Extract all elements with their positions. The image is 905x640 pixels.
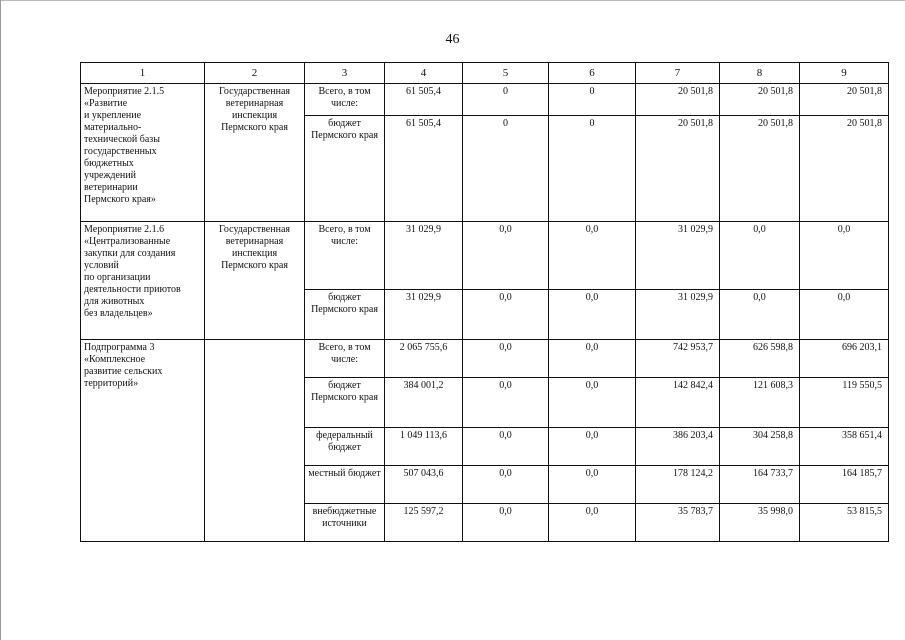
value-cell-8: 0,0 bbox=[720, 222, 800, 290]
value-cell-8: 121 608,3 bbox=[720, 378, 800, 428]
value-cell-7: 20 501,8 bbox=[636, 116, 720, 222]
scan-edge-top bbox=[0, 0, 905, 2]
executor-cell: Государственная ветеринарная инспекция Пермского края bbox=[205, 222, 305, 340]
activity-name-cell: Мероприятие 2.1.6 «Централизованные закупки для создания условий по организации деятельности приютов для животных без владельцев» bbox=[81, 222, 205, 340]
table-row bbox=[81, 340, 889, 378]
value-cell-8: 0,0 bbox=[720, 290, 800, 340]
table-row bbox=[81, 222, 889, 290]
header-cell: 7 bbox=[636, 63, 720, 84]
value-cell-6: 0,0 bbox=[549, 466, 636, 504]
value-cell-5: 0 bbox=[463, 84, 549, 116]
header-row bbox=[81, 63, 889, 84]
value-cell-6: 0,0 bbox=[549, 340, 636, 378]
value-cell-9: 696 203,1 bbox=[800, 340, 889, 378]
value-cell-6: 0 bbox=[549, 116, 636, 222]
header-cell: 4 bbox=[385, 63, 463, 84]
value-cell-9: 20 501,8 bbox=[800, 84, 889, 116]
value-cell-6: 0,0 bbox=[549, 504, 636, 542]
table-row bbox=[81, 84, 889, 116]
value-cell-5: 0,0 bbox=[463, 504, 549, 542]
value-cell-4: 507 043,6 bbox=[385, 466, 463, 504]
value-cell-5: 0,0 bbox=[463, 290, 549, 340]
value-cell-8: 626 598,8 bbox=[720, 340, 800, 378]
activity-name-cell: Подпрограмма 3 «Комплексное развитие сельских территорий» bbox=[81, 340, 205, 542]
value-cell-7: 35 783,7 bbox=[636, 504, 720, 542]
value-cell-5: 0,0 bbox=[463, 428, 549, 466]
value-cell-9: 53 815,5 bbox=[800, 504, 889, 542]
value-cell-9: 0,0 bbox=[800, 290, 889, 340]
value-cell-4: 2 065 755,6 bbox=[385, 340, 463, 378]
header-cell: 1 bbox=[81, 63, 205, 84]
header-cell: 8 bbox=[720, 63, 800, 84]
value-cell-4: 384 001,2 bbox=[385, 378, 463, 428]
value-cell-9: 119 550,5 bbox=[800, 378, 889, 428]
header-cell: 6 bbox=[549, 63, 636, 84]
funding-source-cell: федеральный бюджет bbox=[305, 428, 385, 466]
funding-source-cell: бюджет Пермского края bbox=[305, 290, 385, 340]
activity-name-cell: Мероприятие 2.1.5 «Развитие и укрепление материально- технической базы государственных бюджетных учреждений ветеринарии Пермского края» bbox=[81, 84, 205, 222]
funding-source-cell: внебюджетные источники bbox=[305, 504, 385, 542]
value-cell-8: 164 733,7 bbox=[720, 466, 800, 504]
value-cell-6: 0,0 bbox=[549, 222, 636, 290]
value-cell-4: 31 029,9 bbox=[385, 222, 463, 290]
value-cell-6: 0 bbox=[549, 84, 636, 116]
value-cell-7: 386 203,4 bbox=[636, 428, 720, 466]
executor-cell bbox=[205, 340, 305, 542]
page-number: 46 bbox=[445, 32, 460, 47]
budget-table bbox=[80, 62, 889, 542]
value-cell-8: 20 501,8 bbox=[720, 116, 800, 222]
value-cell-5: 0 bbox=[463, 116, 549, 222]
value-cell-7: 20 501,8 bbox=[636, 84, 720, 116]
funding-source-cell: Всего, в том числе: bbox=[305, 84, 385, 116]
value-cell-6: 0,0 bbox=[549, 290, 636, 340]
executor-cell: Государственная ветеринарная инспекция Пермского края bbox=[205, 84, 305, 222]
value-cell-7: 142 842,4 bbox=[636, 378, 720, 428]
value-cell-7: 31 029,9 bbox=[636, 222, 720, 290]
header-cell: 5 bbox=[463, 63, 549, 84]
value-cell-6: 0,0 bbox=[549, 378, 636, 428]
header-cell: 9 bbox=[800, 63, 889, 84]
value-cell-4: 61 505,4 bbox=[385, 116, 463, 222]
value-cell-9: 0,0 bbox=[800, 222, 889, 290]
value-cell-4: 125 597,2 bbox=[385, 504, 463, 542]
scan-edge-left bbox=[0, 0, 2, 640]
funding-source-cell: Всего, в том числе: bbox=[305, 340, 385, 378]
funding-source-cell: местный бюджет bbox=[305, 466, 385, 504]
value-cell-8: 35 998,0 bbox=[720, 504, 800, 542]
value-cell-5: 0,0 bbox=[463, 340, 549, 378]
value-cell-9: 164 185,7 bbox=[800, 466, 889, 504]
value-cell-5: 0,0 bbox=[463, 378, 549, 428]
value-cell-7: 742 953,7 bbox=[636, 340, 720, 378]
value-cell-4: 31 029,9 bbox=[385, 290, 463, 340]
funding-source-cell: Всего, в том числе: bbox=[305, 222, 385, 290]
value-cell-4: 1 049 113,6 bbox=[385, 428, 463, 466]
value-cell-5: 0,0 bbox=[463, 466, 549, 504]
value-cell-4: 61 505,4 bbox=[385, 84, 463, 116]
value-cell-7: 178 124,2 bbox=[636, 466, 720, 504]
value-cell-8: 20 501,8 bbox=[720, 84, 800, 116]
header-cell: 3 bbox=[305, 63, 385, 84]
value-cell-7: 31 029,9 bbox=[636, 290, 720, 340]
value-cell-9: 20 501,8 bbox=[800, 116, 889, 222]
value-cell-9: 358 651,4 bbox=[800, 428, 889, 466]
header-cell: 2 bbox=[205, 63, 305, 84]
value-cell-5: 0,0 bbox=[463, 222, 549, 290]
value-cell-6: 0,0 bbox=[549, 428, 636, 466]
funding-source-cell: бюджет Пермского края bbox=[305, 378, 385, 428]
value-cell-8: 304 258,8 bbox=[720, 428, 800, 466]
funding-source-cell: бюджет Пермского края bbox=[305, 116, 385, 222]
